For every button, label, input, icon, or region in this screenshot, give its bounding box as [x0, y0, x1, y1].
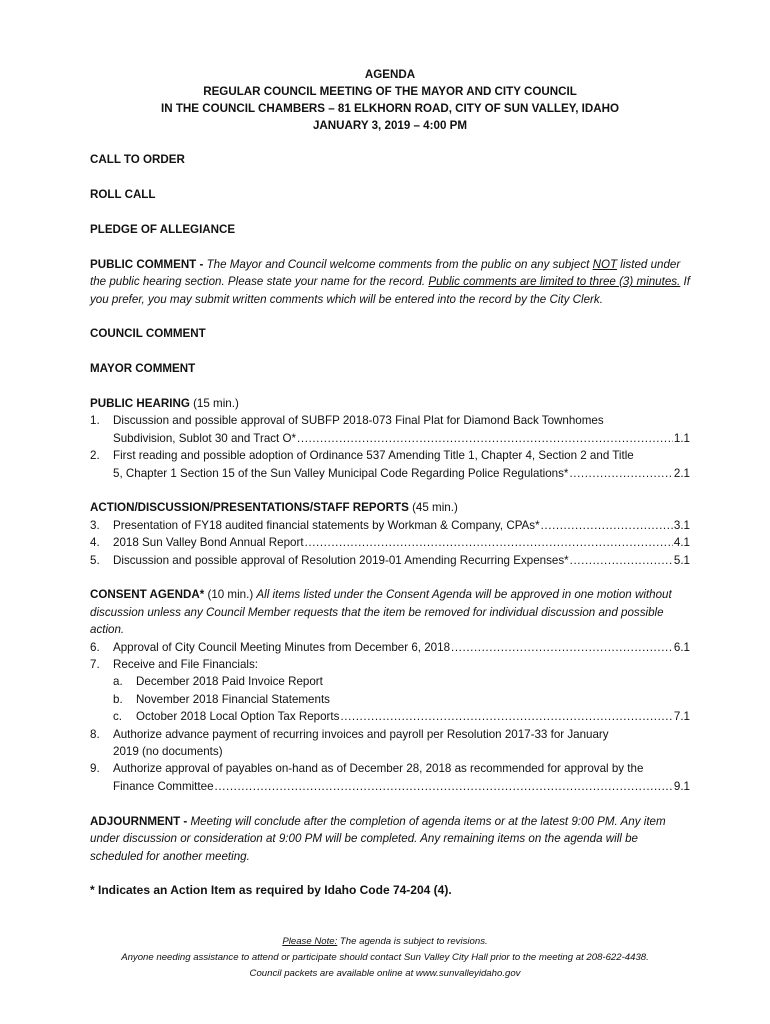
item-text: 2018 Sun Valley Bond Annual Report	[113, 536, 304, 550]
item-number: 3.	[90, 518, 100, 532]
agenda-document	[90, 66, 690, 900]
item-text-line1: Discussion and possible approval of SUBFP 2018-073 Final Plat for Diamond Back Townhomes	[113, 414, 604, 428]
footer-packets: Council packets are available online at www.sunvalleyidaho.gov	[249, 968, 521, 979]
action-heading	[90, 499, 690, 516]
agenda-item-7	[90, 656, 690, 673]
agenda-item-7b	[90, 691, 690, 708]
agenda-header	[90, 66, 690, 134]
roll-call: ROLL CALL	[90, 188, 156, 202]
agenda-item-2	[90, 447, 690, 482]
agenda-item-5	[90, 552, 690, 569]
sub-item-letter: c.	[113, 710, 123, 724]
consent-title: CONSENT AGENDA*	[90, 588, 205, 602]
agenda-item-1	[90, 412, 690, 447]
item-number: 2.	[90, 449, 100, 463]
consent-duration: (10 min.)	[204, 588, 257, 602]
public-comment-text-1: The Mayor and Council welcome comments from the public on any subject	[206, 257, 593, 271]
sub-item-text: October 2018 Local Option Tax Reports	[136, 710, 340, 724]
item-text-line2: 2019 (no documents)	[113, 745, 223, 759]
item-number: 8.	[90, 727, 100, 741]
pledge-of-allegiance: PLEDGE OF ALLEGIANCE	[90, 222, 236, 236]
consent-description: All items listed under the Consent Agenda will be approved in one motion without discussion unless any Council Member requests that the item be removed for individual discussion and possible action.	[90, 588, 672, 637]
agenda-item-4	[90, 534, 690, 551]
action-duration: (45 min.)	[408, 501, 458, 515]
public-comment-not: NOT	[592, 257, 618, 271]
public-comment-limit: Public comments are limited to three (3) minutes.	[428, 275, 681, 289]
item-page-ref: 1.1	[673, 431, 690, 445]
public-comment-title: PUBLIC COMMENT -	[90, 257, 207, 271]
item-number: 7.	[90, 658, 100, 672]
item-text: Presentation of FY18 audited financial statements by Workman & Company, CPAs*	[113, 518, 540, 532]
adjournment-title: ADJOURNMENT -	[90, 814, 191, 828]
item-page-ref: 3.1	[673, 518, 690, 532]
public-comment-text-3: If you prefer, you may submit written comments which will be entered into the record by the City Clerk.	[90, 275, 690, 306]
public-hearing-heading	[90, 395, 690, 412]
item-page-ref: 9.1	[673, 779, 690, 793]
agenda-item-8	[90, 726, 690, 761]
adjournment-text: Meeting will conclude after the completion of agenda items or at the latest 9:00 PM. Any item under discussion or consideration at 9:00 PM will be completed. Any remaining items on the agenda will be scheduled for another meeting.	[90, 814, 666, 863]
consent-agenda-heading	[90, 586, 690, 638]
item-page-ref: 4.1	[673, 536, 690, 550]
item-number: 5.	[90, 553, 100, 567]
item-text: Approval of City Council Meeting Minutes from December 6, 2018	[113, 640, 451, 654]
meeting-date: JANUARY 3, 2019 – 4:00 PM	[312, 119, 467, 132]
public-hearing-title: PUBLIC HEARING	[90, 396, 190, 410]
council-comment: COUNCIL COMMENT	[90, 327, 206, 341]
public-comment-text-2: listed under the public hearing section. Please state your name for the record.	[90, 257, 681, 289]
item-text-line2: 5, Chapter 1 Section 15 of the Sun Valley Municipal Code Regarding Police Regulations*	[113, 466, 569, 480]
item-number: 9.	[90, 762, 100, 776]
item-text-line1: Authorize approval of payables on-hand as of December 28, 2018 as recommended for approval by the	[113, 762, 644, 776]
call-to-order: CALL TO ORDER	[90, 153, 185, 167]
item-text: Receive and File Financials:	[113, 658, 258, 672]
item-text-line1: First reading and possible adoption of Ordinance 537 Amending Title 1, Chapter 4, Section 2 and Title	[113, 449, 634, 463]
agenda-item-9	[90, 760, 690, 795]
item-text-line2: Subdivision, Sublot 30 and Tract O*	[113, 431, 297, 445]
agenda-item-6	[90, 639, 690, 656]
public-comment-section	[90, 256, 690, 308]
agenda-title: AGENDA	[364, 68, 416, 81]
item-page-ref: 5.1	[673, 553, 690, 567]
sub-item-letter: a.	[113, 675, 123, 689]
meeting-name: REGULAR COUNCIL MEETING OF THE MAYOR AND CITY COUNCIL	[203, 85, 577, 98]
item-text-line2: Finance Committee	[113, 779, 214, 793]
item-page-ref: 6.1	[673, 640, 690, 654]
adjournment-section	[90, 813, 690, 865]
footer-revisions-note	[0, 934, 770, 950]
please-note-label: Please Note:	[282, 936, 338, 947]
agenda-item-7c	[90, 708, 690, 725]
action-item-note: * Indicates an Action Item as required by Idaho Code 74-204 (4).	[90, 883, 452, 898]
public-hearing-duration: (15 min.)	[189, 396, 239, 410]
item-text-line1: Authorize advance payment of recurring invoices and payroll per Resolution 2017-33 for January	[113, 727, 609, 741]
sub-item-text: November 2018 Financial Statements	[136, 692, 330, 706]
sub-item-text: December 2018 Paid Invoice Report	[136, 675, 323, 689]
agenda-item-3	[90, 517, 690, 534]
item-text: Discussion and possible approval of Resolution 2019-01 Amending Recurring Expenses*	[113, 553, 569, 567]
agenda-item-7a	[90, 673, 690, 690]
item-number: 6.	[90, 640, 100, 654]
item-page-ref: 7.1	[673, 710, 690, 724]
item-number: 1.	[90, 414, 100, 428]
item-page-ref: 2.1	[673, 466, 690, 480]
item-number: 4.	[90, 536, 100, 550]
sub-item-letter: b.	[113, 692, 123, 706]
revisions-text: The agenda is subject to revisions.	[337, 936, 488, 947]
footer-assistance: Anyone needing assistance to attend or participate should contact Sun Valley City Hall prior to the meeting at 208-622-4438.	[121, 952, 649, 963]
mayor-comment: MAYOR COMMENT	[90, 362, 196, 376]
action-title: ACTION/DISCUSSION/PRESENTATIONS/STAFF REPORTS	[90, 501, 409, 515]
meeting-location: IN THE COUNCIL CHAMBERS – 81 ELKHORN ROAD, CITY OF SUN VALLEY, IDAHO	[161, 102, 619, 115]
